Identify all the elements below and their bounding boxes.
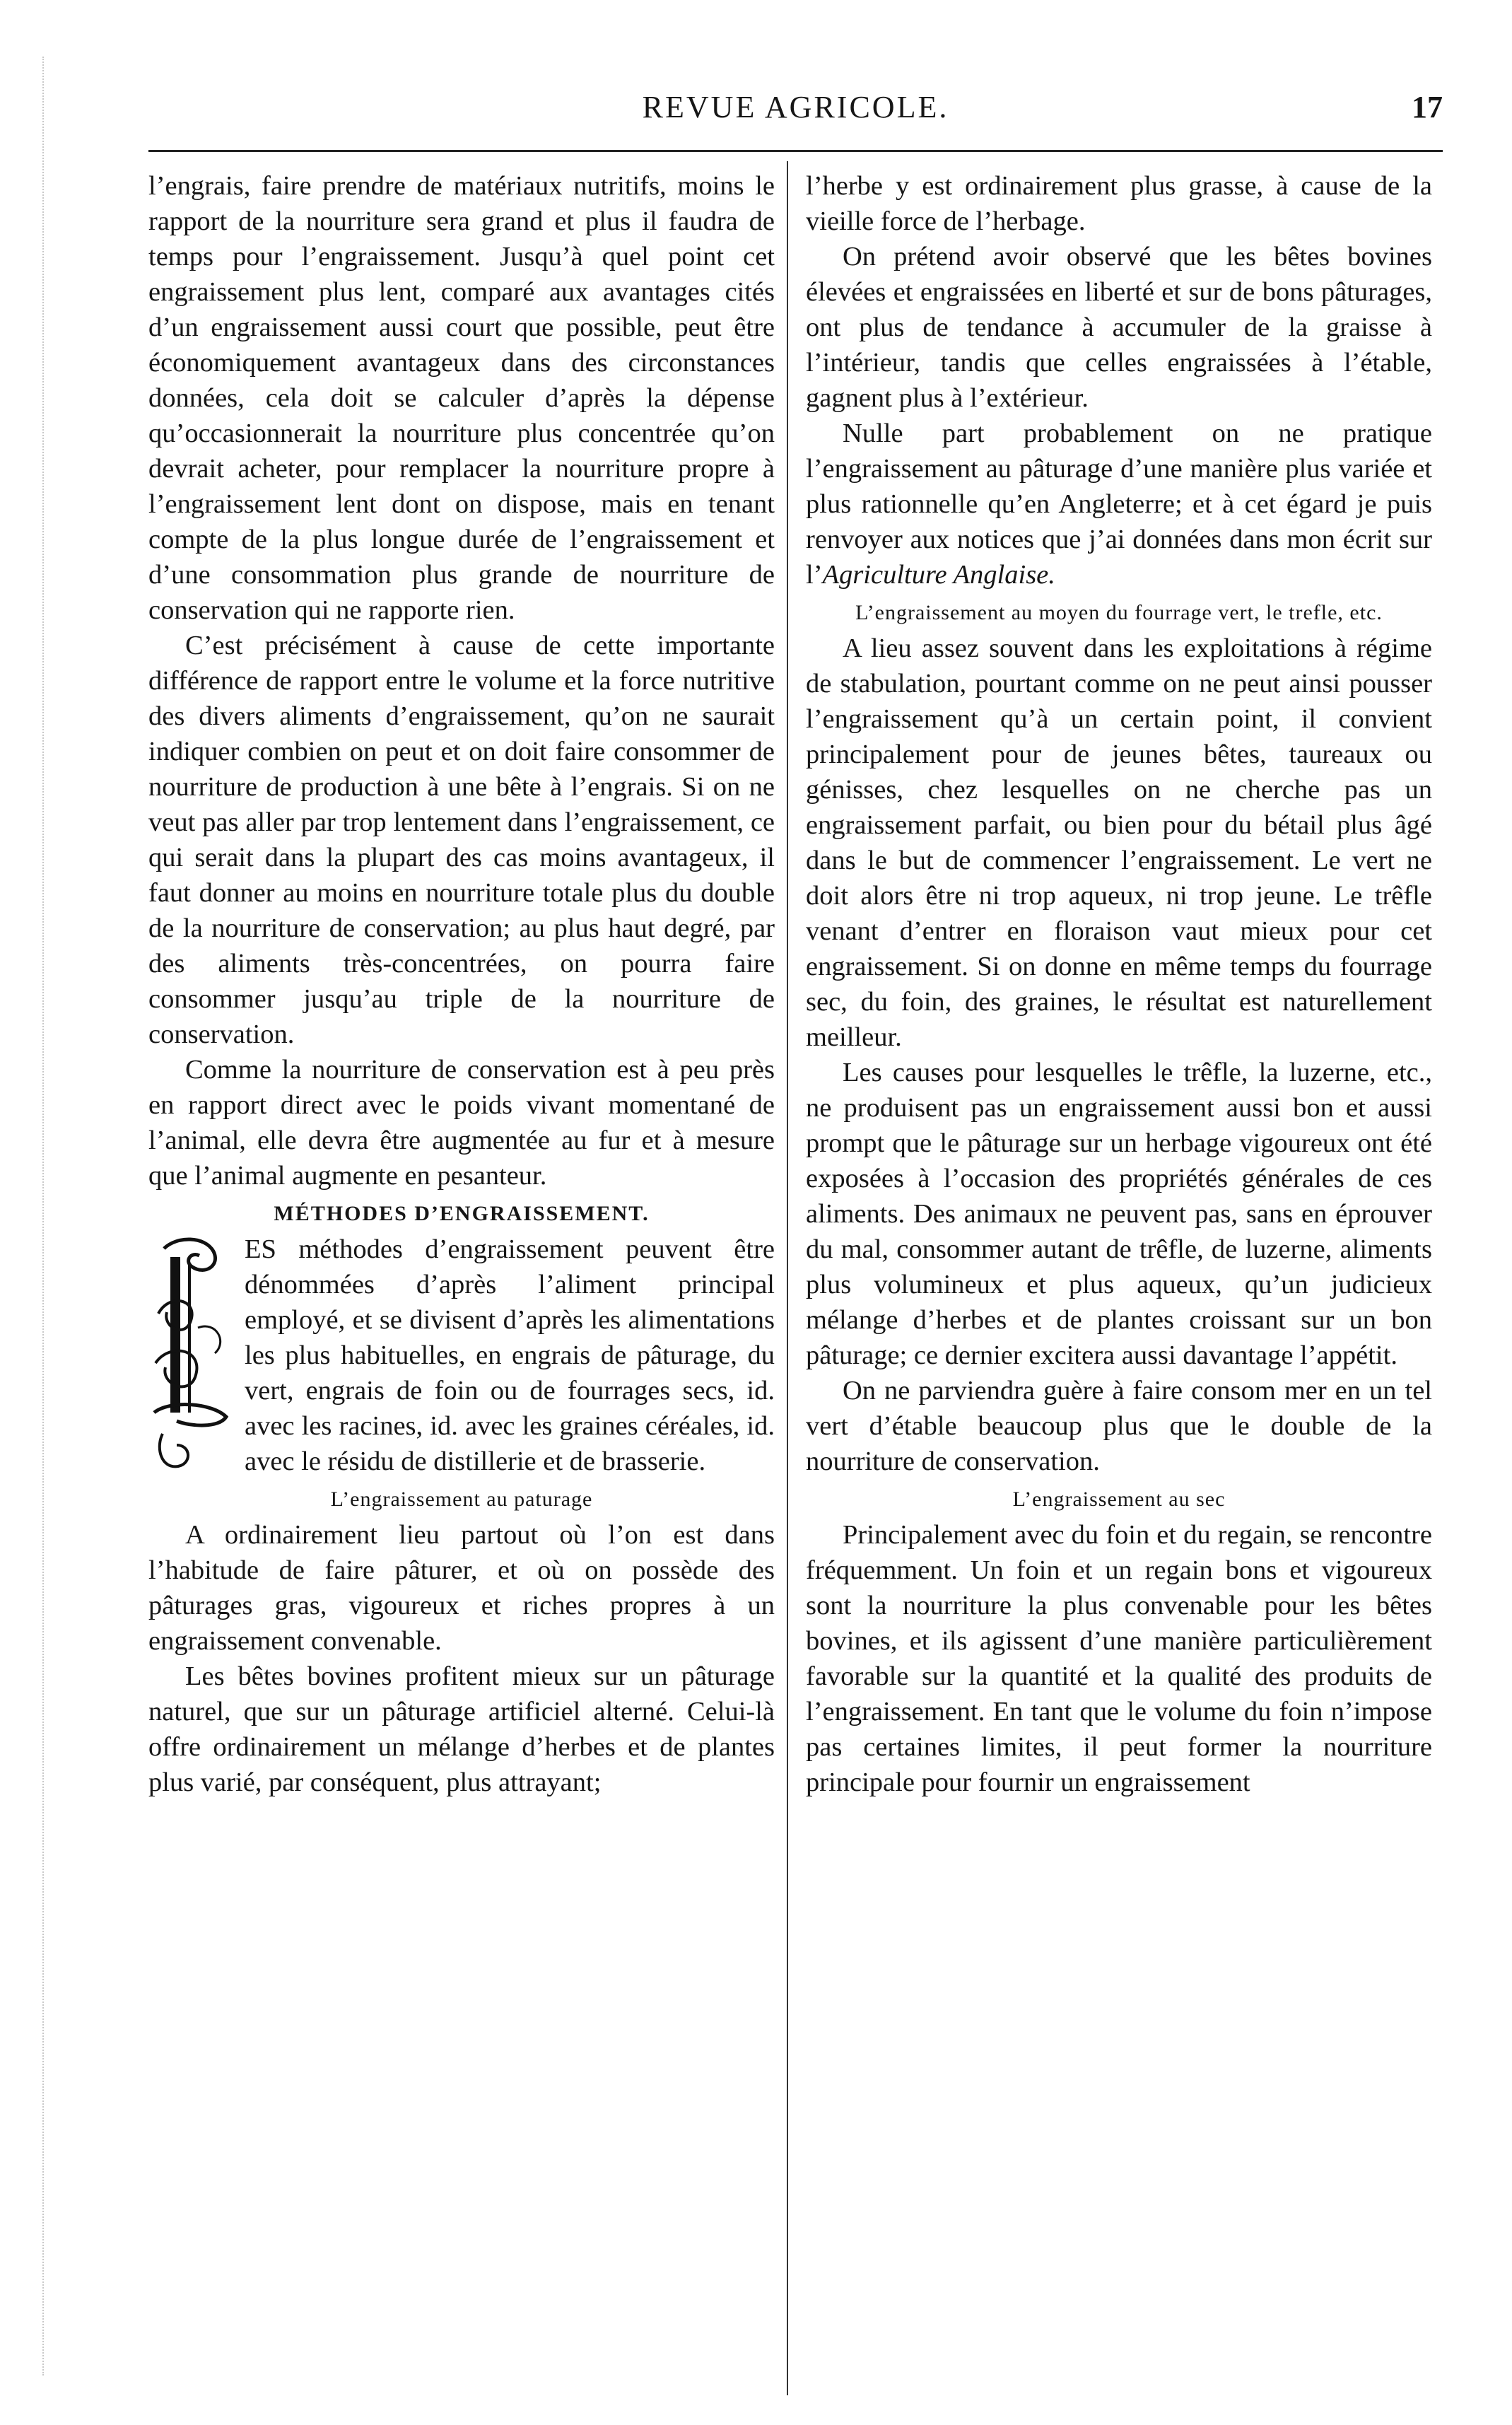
- section-heading-vert: L’engraissement au moyen du fourrage vert, le trefle, etc.: [855, 601, 1383, 624]
- section-heading-sec: L’engraissement au sec: [1012, 1488, 1226, 1511]
- paragraph: Les causes pour lesquelles le trêfle, la luzerne, etc., ne produisent pas un engraissement aussi bon et aussi prompt que le pâturage sur un herbage vigoureux ont été exposées à l’occasion des propriétés générales de ces aliments. Des animaux ne peuvent pas, sans en éprouver du mal, consommer autant de trêfle, de luzerne, aliments plus volumineux et plus aqueux, qu’un judicieux mélange d’herbes et de plantes croissant sur un bon pâturage; ce dernier excitera aussi davantage l’appétit.: [806, 1058, 1432, 1370]
- paragraph: Principalement avec du foin et du regain, se rencontre fréquemment. Un foin et un regain bons et vigoureux sont la nourriture la plus convenable pour les bêtes bovines, et ils agissent d’une manière particulièrement favorable sur la quantité et la qualité des produits de l’engraissement. En tant que le volume du foin n’impose pas certaines limites, il peut former la nourriture principale pour fournir un engraissement: [806, 1520, 1432, 1797]
- paragraph: A ordinairement lieu partout où l’on est dans l’habitude de faire pâturer, et où on possède des pâturages gras, vigoureux et riches propres à un engraissement convenable.: [148, 1520, 775, 1656]
- paragraph-text: ES méthodes d’engraissement peuvent être dénommées d’après l’aliment principal employé, et se divisent d’après les alimentations les plus habituelles, en engrais de pâturage, du vert, engrais de foin ou de fourrages secs, id. avec les racines, id. avec les graines céréales, id. avec le résidu de distillerie et de brasserie.: [245, 1234, 775, 1476]
- margin-scan-marks: [42, 57, 65, 2376]
- paragraph-text: Nulle part probablement on ne pratique l’engraissement au pâturage d’une manière plus variée et plus rationnelle qu’en Angleterre; et à cet égard je puis renvoyer aux notices que j’ai données dans mon écrit sur l’: [806, 419, 1432, 590]
- journal-title: REVUE AGRICOLE.: [642, 90, 949, 124]
- running-head: [148, 83, 1443, 140]
- paragraph: [806, 416, 1432, 592]
- paragraph: On prétend avoir observé que les bêtes bovines élevées et engraissées en liberté et sur de bons pâturages, ont plus de tendance à accumuler de la graisse à l’intérieur, tandis que celles engraissées à l’étable, gagnent plus à l’extérieur.: [806, 242, 1432, 413]
- header-rule: [148, 150, 1443, 152]
- book-title: Agriculture Anglaise.: [822, 560, 1055, 590]
- section-heading-methods: MÉTHODES D’ENGRAISSEMENT.: [274, 1202, 650, 1225]
- left-column: [148, 168, 775, 2395]
- section-heading-paturage: L’engraissement au paturage: [330, 1488, 593, 1511]
- paragraph: On ne parviendra guère à faire consom mer en un tel vert d’étable beaucoup plus que le double de la nourriture de conservation.: [806, 1376, 1432, 1476]
- paragraph: A lieu assez souvent dans les exploitations à régime de stabulation, pourtant comme on ne peut ainsi pousser l’engraissement qu’à un certain point, il convient principalement pour de jeunes bêtes, taureaux ou génisses, chez lesquelles on ne cherche pas un engraissement parfait, ou bien pour du bétail plus âgé dans le but de commencer l’engraissement. Le vert ne doit alors être ni trop aqueux, ni trop jeune. Le trêfle venant d’entrer en floraison vaut mieux pour cet engraissement. Si on donne en même temps du fourrage sec, du foin, des graines, le résultat est naturellement meilleur.: [806, 633, 1432, 1052]
- dropcap-paragraph: [148, 1232, 775, 1479]
- paragraph: l’engrais, faire prendre de matériaux nutritifs, moins le rapport de la nourriture sera grand et plus il faudra de temps pour l’engraissement. Jusqu’à quel point cet engraissement plus lent, comparé aux avantages cités d’un engraissement aussi court que possible, peut être économiquement avantageux dans des circonstances données, cela doit se calculer d’après la dépense qu’occasionnerait la nourriture plus concentrée qu’on devrait acheter, pour remplacer la nourriture propre à l’engraissement lent dont on dispose, mais en tenant compte de la plus longue durée de l’engraissement et d’une consommation plus grande de nourriture de conservation qui ne rapporte rien.: [148, 171, 775, 625]
- page-number: 17: [1412, 90, 1443, 124]
- ornamental-dropcap-icon: [148, 1236, 233, 1476]
- paragraph: C’est précisément à cause de cette importante différence de rapport entre le volume et la force nutritive des divers aliments d’engraissement, qu’on ne saurait indiquer combien on peut et on doit faire consommer de nourriture de production à une bête à l’engrais. Si on ne veut pas aller par trop lentement dans l’engraissement, ce qui serait dans la plupart des cas moins avantageux, il faut donner au moins en nourriture totale plus du double de la nourriture de conservation; au plus haut degré, par des aliments très-concentrées, on pourra faire consommer jusqu’au triple de la nourriture de conservation.: [148, 631, 775, 1049]
- paragraph: l’herbe y est ordinairement plus grasse, à cause de la vieille force de l’herbage.: [806, 171, 1432, 236]
- right-column: [806, 168, 1432, 2395]
- paragraph: Les bêtes bovines profitent mieux sur un pâturage naturel, que sur un pâturage artificiel alterné. Celui-là offre ordinairement un mélange d’herbes et de plantes plus varié, par conséquent, plus attrayant;: [148, 1661, 775, 1797]
- column-divider: [787, 161, 788, 2395]
- paragraph: Comme la nourriture de conservation est à peu près en rapport direct avec le poids vivant momentané de l’animal, elle devra être augmentée au fur et à mesure que l’animal augmente en pesanteur.: [148, 1055, 775, 1191]
